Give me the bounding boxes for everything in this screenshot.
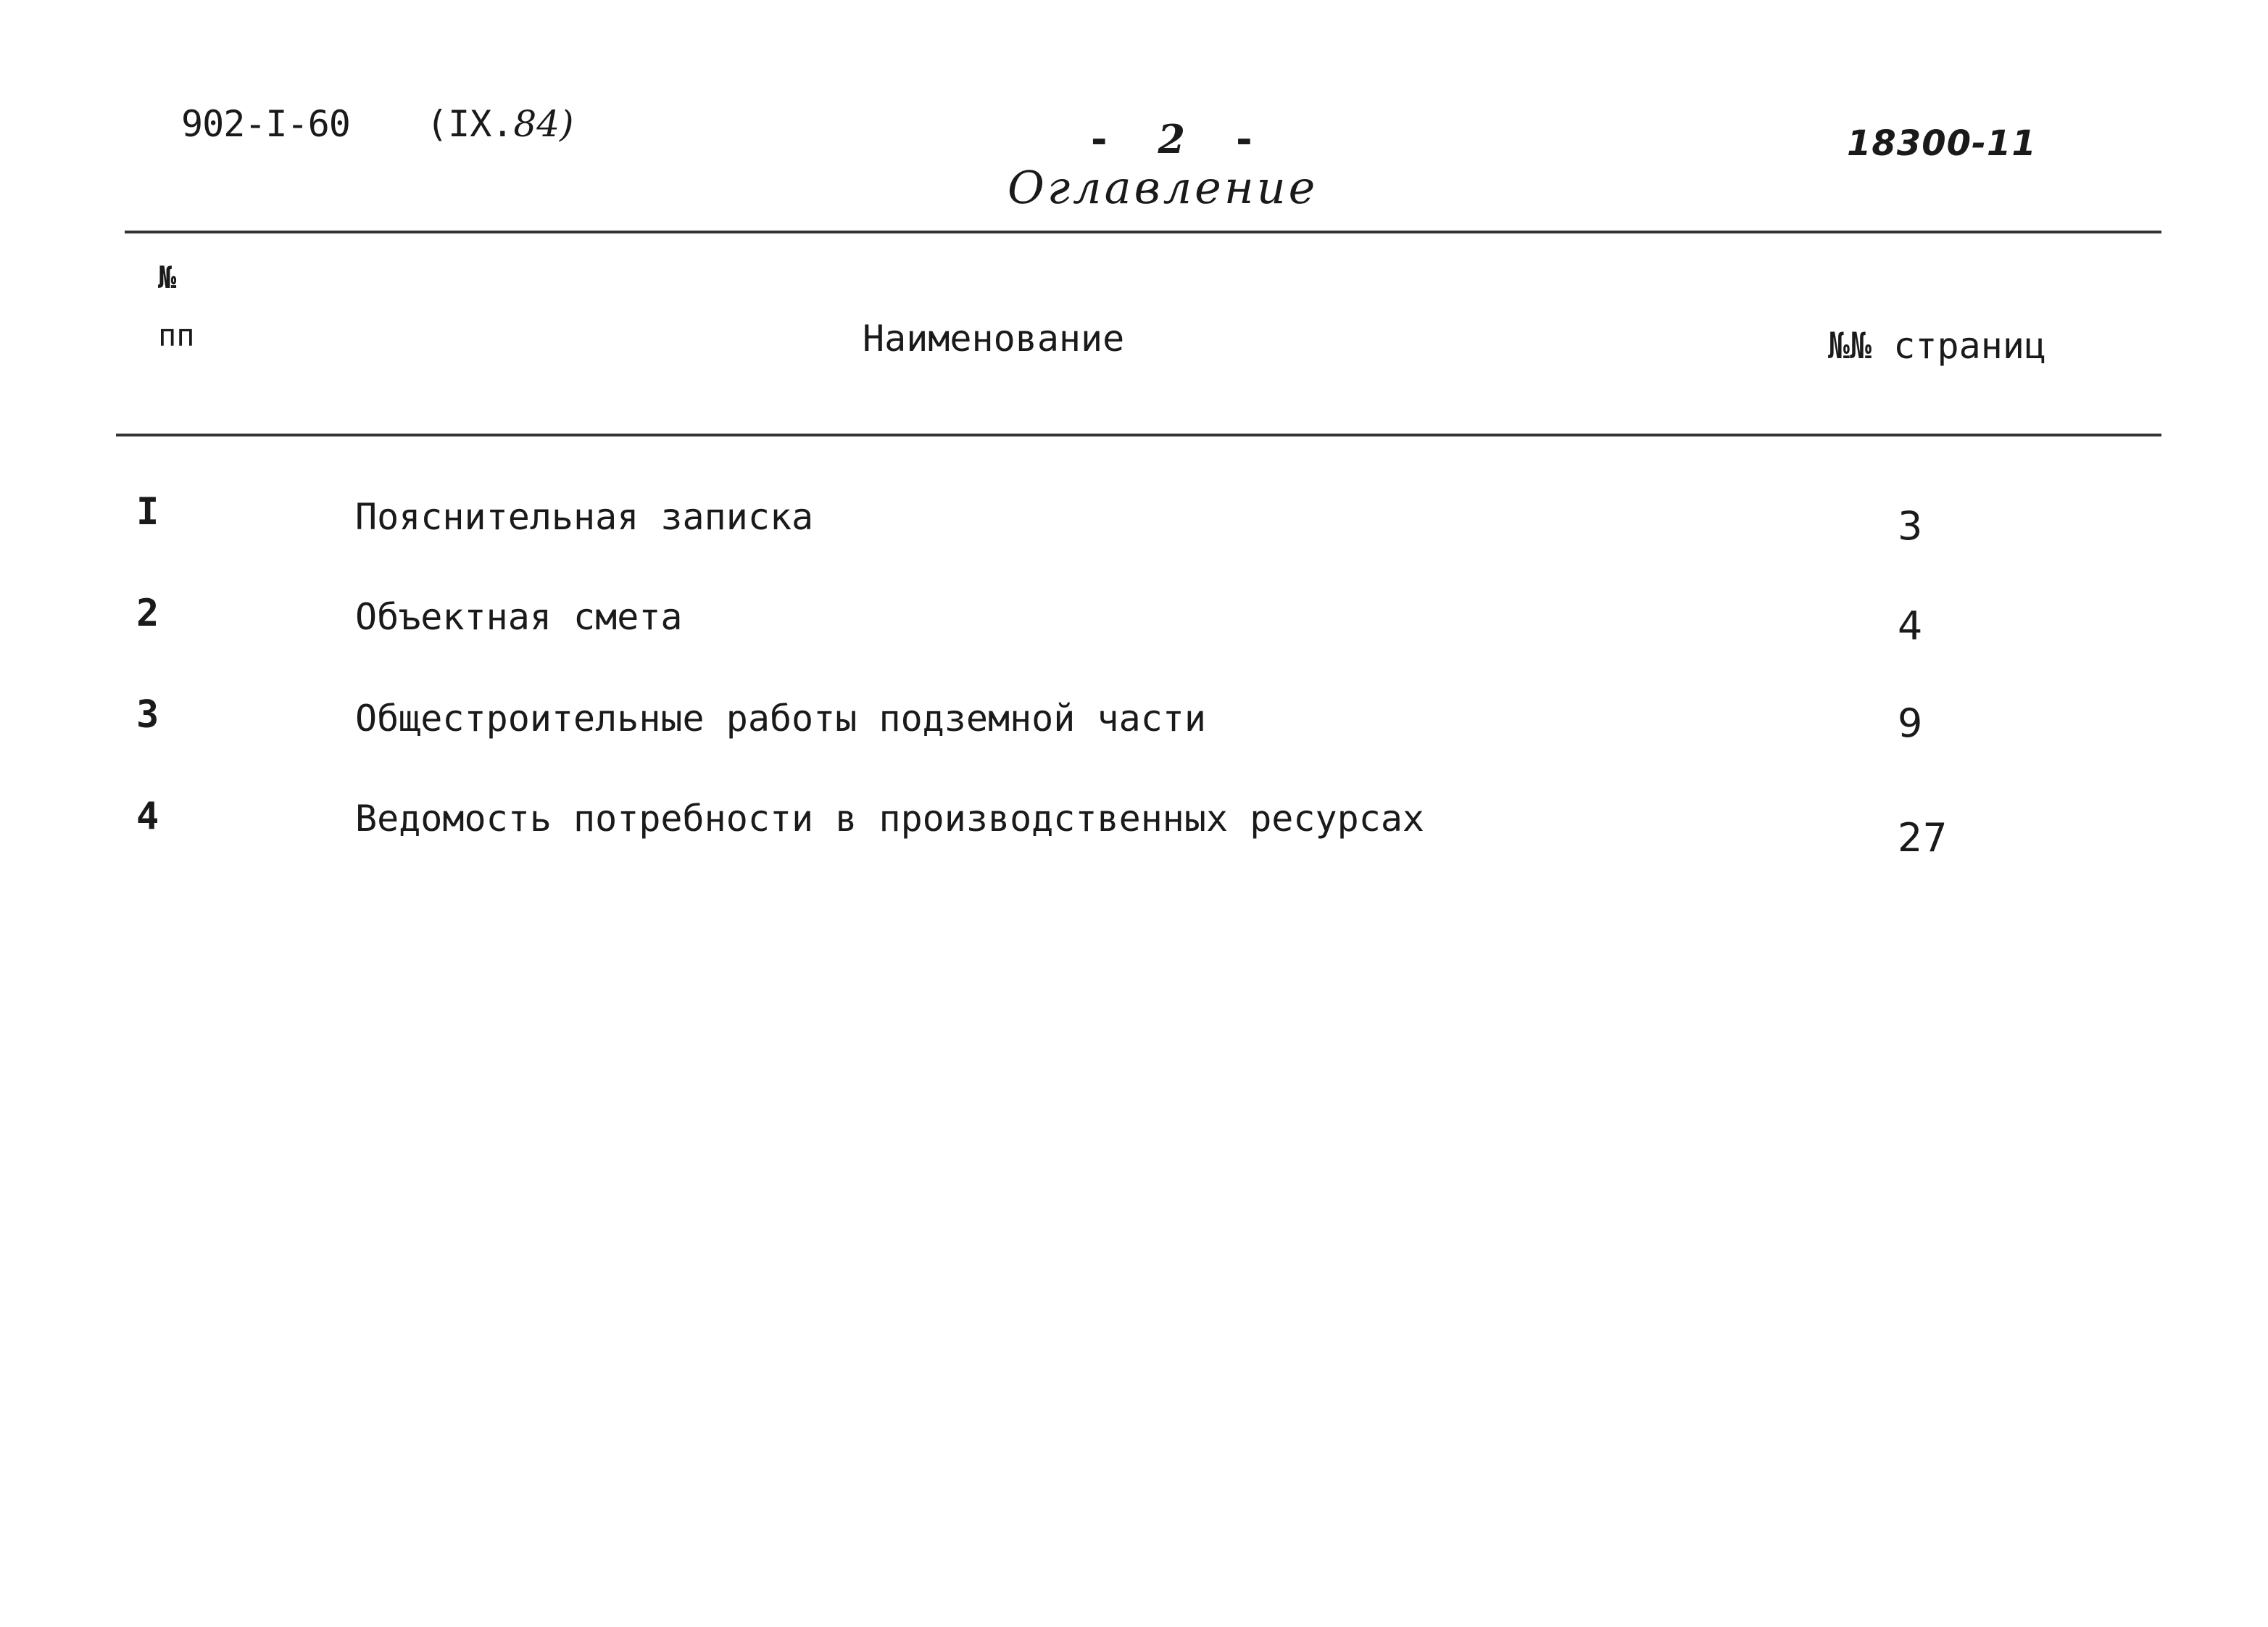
page-number-value: 2 xyxy=(1158,116,1186,162)
column-header-pages: №№ страниц xyxy=(1828,325,2047,367)
row-page: 27 xyxy=(1898,815,1948,861)
page-number xyxy=(1087,116,1256,162)
page-title: Оглавление xyxy=(1008,161,1318,214)
document-date-typed: (IX. xyxy=(426,103,514,145)
document-date-handwritten: 84) xyxy=(513,103,574,145)
column-header-name: Наименование xyxy=(863,318,1125,360)
row-number: 2 xyxy=(136,592,159,635)
top-rule xyxy=(125,231,2161,233)
document-code: 902-I-60 xyxy=(181,103,350,145)
column-header-number-pp: пп xyxy=(158,318,195,353)
row-title: Ведомость потребности в производственных ресурсах xyxy=(355,798,1425,840)
column-header-number-sign: № xyxy=(158,260,177,295)
row-page: 4 xyxy=(1898,603,1923,649)
row-page: 3 xyxy=(1898,503,1923,549)
row-title: Общестроительные работы подземной части xyxy=(355,697,1206,740)
row-number: 4 xyxy=(136,795,159,838)
page-number-prefix: - xyxy=(1087,117,1111,162)
row-page: 9 xyxy=(1898,700,1923,746)
row-number: 3 xyxy=(136,693,159,737)
row-title: Объектная смета xyxy=(355,596,683,638)
document-number: 18300-11 xyxy=(1847,123,2037,164)
document-date xyxy=(426,103,574,145)
row-title: Пояснительная записка xyxy=(355,496,814,538)
row-number: I xyxy=(136,490,159,534)
header-rule xyxy=(116,434,2161,436)
page-number-suffix: - xyxy=(1232,117,1256,162)
